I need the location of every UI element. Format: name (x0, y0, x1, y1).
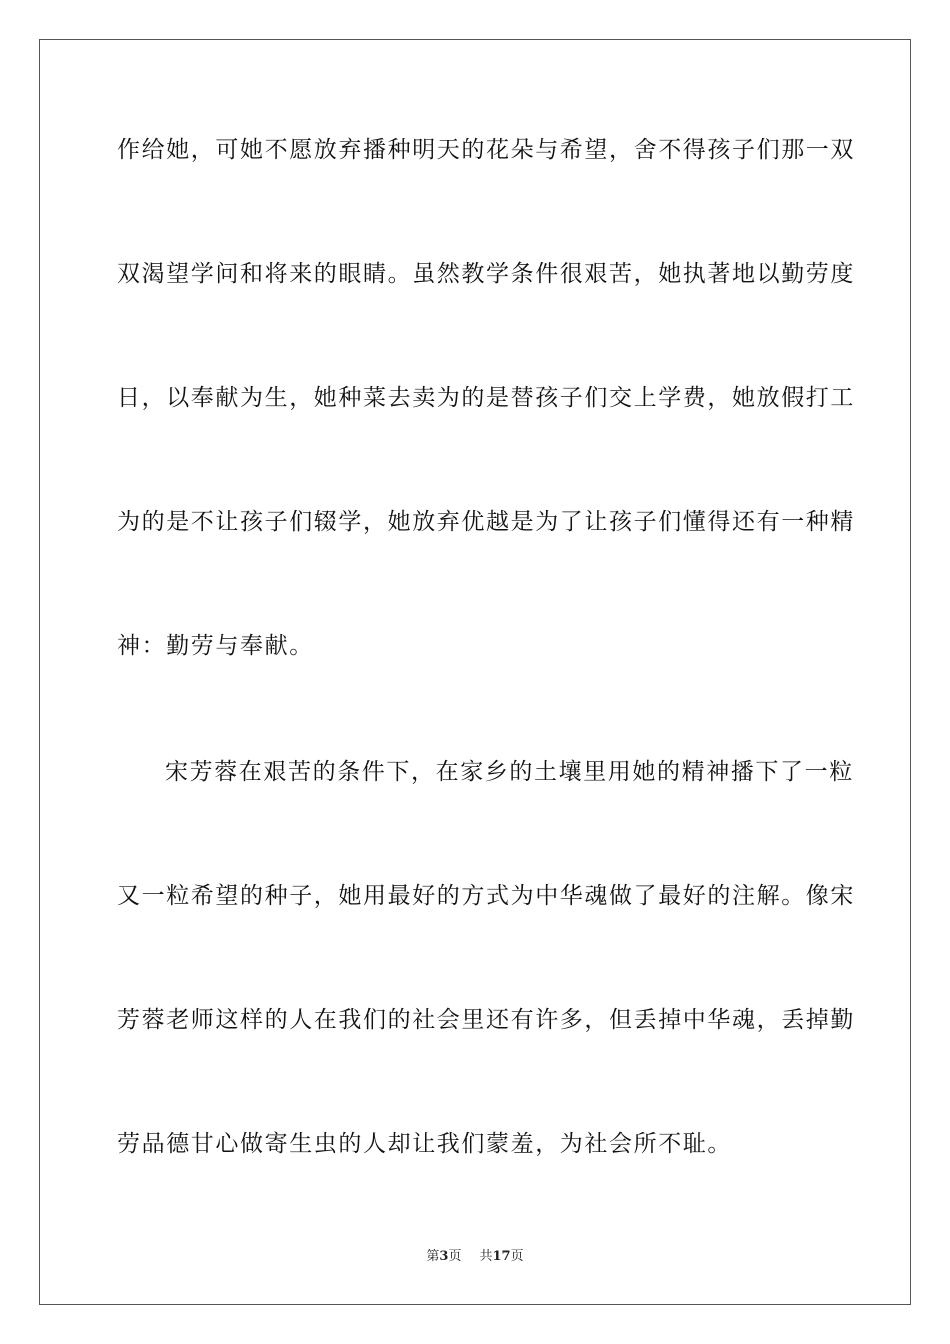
body-text-line: 宋芳蓉在艰苦的条件下，在家乡的土壤里用她的精神播下了一粒 (165, 759, 854, 785)
footer-page-suffix: 页 (448, 1249, 462, 1264)
footer-total-prefix: 共 (479, 1249, 493, 1264)
page-border (39, 39, 911, 1305)
body-text-line: 又一粒希望的种子，她用最好的方式为中华魂做了最好的注解。像宋 (117, 883, 855, 909)
page-footer (0, 1248, 950, 1266)
body-text-line: 日，以奉献为生，她种菜去卖为的是替孩子们交上学费，她放假打工 (117, 385, 855, 411)
footer-total-suffix: 页 (510, 1249, 524, 1264)
footer-page-number: 3 (439, 1249, 449, 1264)
body-text-line: 神：勤劳与奉献。 (117, 633, 314, 659)
body-text-line: 双渴望学问和将来的眼睛。虽然教学条件很艰苦，她执著地以勤劳度 (117, 261, 855, 287)
footer-page-prefix: 第 (426, 1249, 440, 1264)
body-text-line: 劳品德甘心做寄生虫的人却让我们蒙羞，为社会所不耻。 (117, 1131, 732, 1157)
body-text-line: 为的是不让孩子们辍学，她放弃优越是为了让孩子们懂得还有一种精 (117, 509, 855, 535)
footer-total-pages: 17 (492, 1249, 511, 1264)
body-text-line: 芳蓉老师这样的人在我们的社会里还有许多，但丢掉中华魂，丢掉勤 (117, 1007, 855, 1033)
body-text-line: 作给她，可她不愿放弃播种明天的花朵与希望，舍不得孩子们那一双 (117, 137, 855, 163)
